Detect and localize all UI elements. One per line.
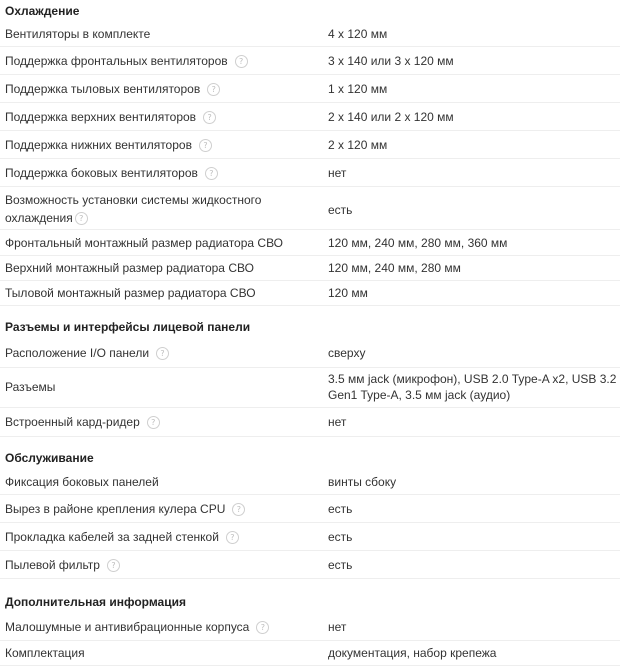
spec-value: нет: [328, 620, 347, 634]
spec-label: [5, 260, 305, 276]
spec-label: [5, 414, 305, 430]
spec-value: 120 мм, 240 мм, 280 мм, 360 мм: [328, 236, 508, 250]
spec-row: [0, 22, 620, 47]
spec-label: [5, 235, 305, 251]
spec-label: [5, 191, 320, 227]
spec-label-text: Вырез в районе крепления кулера CPU: [5, 502, 226, 516]
spec-value: 2 x 120 мм: [328, 138, 388, 152]
section-title-maintenance: Обслуживание: [5, 451, 94, 465]
spec-row: [0, 551, 620, 579]
spec-label-text: Поддержка нижних вентиляторов: [5, 138, 192, 152]
spec-label: [5, 619, 305, 635]
spec-row: [0, 523, 620, 551]
spec-value: 120 мм, 240 мм, 280 мм: [328, 261, 461, 275]
spec-label-text: Поддержка тыловых вентиляторов: [5, 82, 201, 96]
help-icon[interactable]: [75, 212, 88, 225]
spec-label-text: Поддержка верхних вентиляторов: [5, 110, 197, 124]
spec-row: [0, 131, 620, 159]
spec-label: [5, 529, 305, 545]
spec-row: [0, 339, 620, 368]
spec-label-text: Комплектация: [5, 646, 85, 660]
spec-label: [5, 501, 305, 517]
spec-value: 2 x 140 или 2 x 120 мм: [328, 110, 454, 124]
spec-value: 1 x 120 мм: [328, 82, 388, 96]
section-title-additional: Дополнительная информация: [5, 595, 186, 609]
spec-label: [5, 557, 305, 573]
spec-label-text: Фронтальный монтажный размер радиатора СВО: [5, 236, 284, 250]
spec-value: 3.5 мм jack (микрофон), USB 2.0 Type-A x2, USB 3.2 Gen1 Type-A, 3.5 мм jack (аудио): [328, 372, 617, 402]
spec-value: 3 x 140 или 3 x 120 мм: [328, 54, 454, 68]
spec-row: [0, 641, 620, 666]
help-icon[interactable]: [205, 167, 218, 180]
spec-row: [0, 408, 620, 437]
spec-row: [0, 103, 620, 131]
spec-value: нет: [328, 166, 347, 180]
spec-row: [0, 231, 620, 256]
spec-label: [5, 379, 305, 395]
spec-row: [0, 159, 620, 187]
spec-value: 120 мм: [328, 286, 368, 300]
help-icon[interactable]: [199, 139, 212, 152]
spec-label-text: Верхний монтажный размер радиатора СВО: [5, 261, 254, 275]
help-icon[interactable]: [203, 111, 216, 124]
spec-label: [5, 345, 305, 361]
spec-value: нет: [328, 415, 347, 429]
spec-label: [5, 137, 305, 153]
spec-label: [5, 165, 305, 181]
spec-label-text: Встроенный кард-ридер: [5, 415, 140, 429]
help-icon[interactable]: [147, 416, 160, 429]
spec-label-text: Прокладка кабелей за задней стенкой: [5, 530, 219, 544]
spec-value: сверху: [328, 346, 366, 360]
spec-label-text: Поддержка фронтальных вентиляторов: [5, 54, 228, 68]
spec-row: [0, 47, 620, 75]
section-title-cooling: Охлаждение: [5, 4, 80, 18]
help-icon[interactable]: [107, 559, 120, 572]
spec-value: есть: [328, 502, 353, 516]
help-icon[interactable]: [156, 347, 169, 360]
spec-value: 4 x 120 мм: [328, 27, 388, 41]
spec-row: [0, 75, 620, 103]
spec-label-text: Разъемы: [5, 380, 56, 394]
spec-label: [5, 109, 305, 125]
spec-value: есть: [328, 203, 353, 217]
spec-label: [5, 285, 305, 301]
spec-label: [5, 645, 305, 661]
spec-label-text: Возможность установки системы жидкостного охлаждения: [5, 193, 262, 225]
spec-row: [0, 469, 620, 495]
spec-label-text: Фиксация боковых панелей: [5, 475, 159, 489]
help-icon[interactable]: [226, 531, 239, 544]
spec-label: [5, 474, 305, 490]
help-icon[interactable]: [235, 55, 248, 68]
spec-value: винты сбоку: [328, 475, 397, 489]
spec-label-text: Малошумные и антивибрационные корпуса: [5, 620, 250, 634]
spec-label-text: Пылевой фильтр: [5, 558, 100, 572]
help-icon[interactable]: [232, 503, 245, 516]
help-icon[interactable]: [207, 83, 220, 96]
spec-row: [0, 368, 620, 408]
spec-label-text: Тыловой монтажный размер радиатора СВО: [5, 286, 256, 300]
spec-row: [0, 613, 620, 641]
spec-label-text: Расположение I/O панели: [5, 346, 150, 360]
spec-label-text: Поддержка боковых вентиляторов: [5, 166, 198, 180]
spec-label: [5, 26, 305, 42]
spec-value: есть: [328, 530, 353, 544]
spec-value: есть: [328, 558, 353, 572]
spec-label: [5, 81, 305, 97]
spec-row: [0, 281, 620, 306]
spec-value: документация, набор крепежа: [328, 646, 497, 660]
spec-row: [0, 495, 620, 523]
spec-row: [0, 256, 620, 281]
section-title-front-panel: Разъемы и интерфейсы лицевой панели: [5, 320, 251, 334]
help-icon[interactable]: [256, 621, 269, 634]
spec-row: [0, 187, 620, 230]
spec-label-text: Вентиляторы в комплекте: [5, 27, 151, 41]
spec-label: [5, 53, 305, 69]
